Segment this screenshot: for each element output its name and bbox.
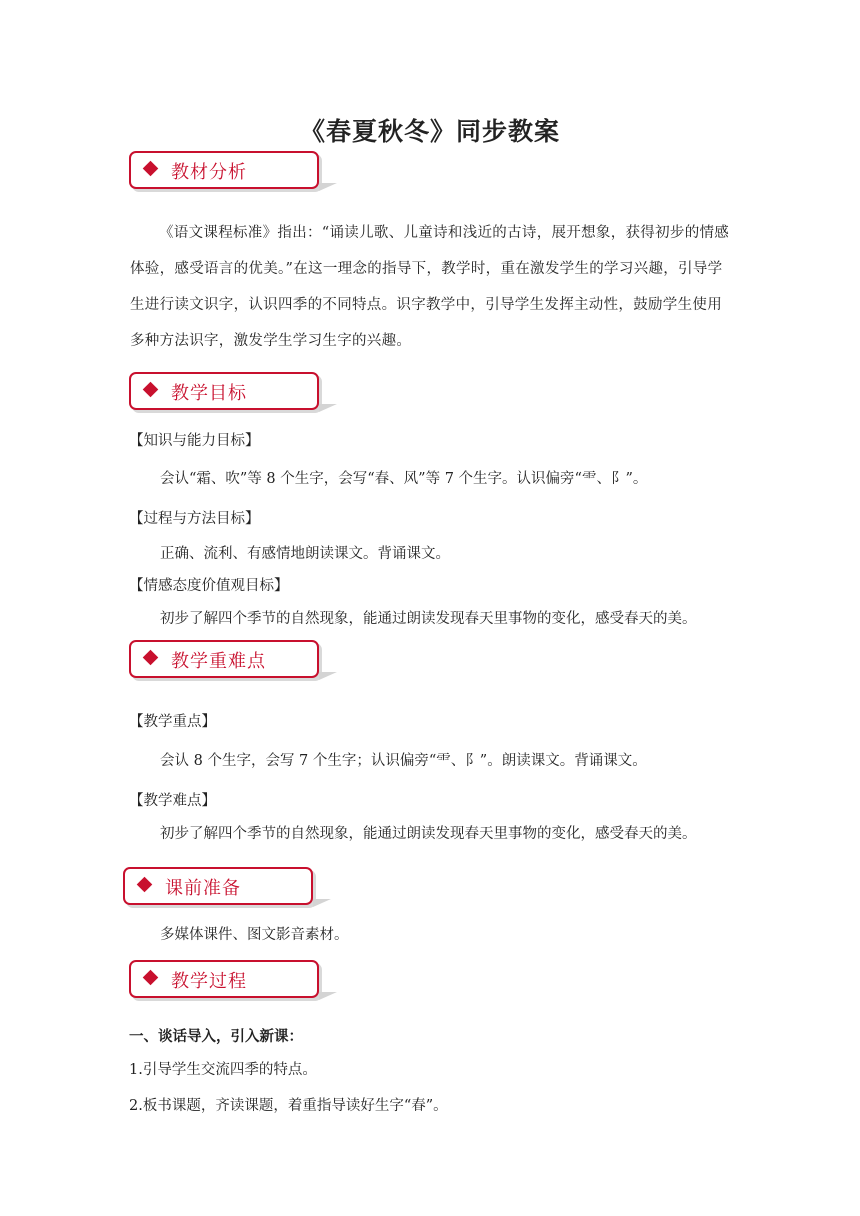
process-item: 1.引导学生交流四季的特点。 [129,1062,317,1078]
header-shadow-tail [313,899,331,907]
section-header-key-points [129,640,319,678]
preparation-text: 多媒体课件、图文影音素材。 [160,927,349,943]
diamond-icon [137,877,153,893]
knowledge-label: 【知识与能力目标】 [129,433,260,449]
section-heading: 教材分析 [171,162,247,183]
section-header-preparation [123,867,313,905]
process-item: 2.板书课题，齐读课题，着重指导读好生字“春”。 [129,1098,448,1114]
process-step-title: 一、谈话导入，引入新课： [129,1029,303,1045]
header-shadow-tail [319,672,337,680]
header-shadow-tail [319,992,337,1000]
knowledge-text: 会认“霜、吹”等 8 个生字，会写“春、风”等 7 个生字。认识偏旁“⻗、⻖”。 [160,471,648,487]
section-heading: 课前准备 [165,878,241,899]
section-header-process [129,960,319,998]
document-title: 《春夏秋冬》同步教案 [299,117,560,146]
emotion-text: 初步了解四个季节的自然现象，能通过朗读发现春天里事物的变化，感受春天的美。 [160,611,697,627]
diamond-icon [143,161,159,177]
section-heading: 教学过程 [171,971,247,992]
difficulty-label: 【教学难点】 [129,793,216,809]
diamond-icon [143,650,159,666]
analysis-paragraph: 《语文课程标准》指出：“诵读儿歌、儿童诗和浅近的古诗，展开想象，获得初步的情感体验，感受语言的优美。”在这一理念的指导下，教学时，重在激发学生的学习兴趣，引导学生进行读文识字，认识四季的不同特点。识字教学中，引导学生发挥主动性，鼓励学生使用多种方法识字，激发学生学习生字的兴趣。 [130,225,730,349]
section-header-goals [129,372,319,410]
section-header-analysis [129,151,319,189]
emotion-label: 【情感态度价值观目标】 [129,578,289,594]
process-label: 【过程与方法目标】 [129,511,260,527]
difficulty-text: 初步了解四个季节的自然现象，能通过朗读发现春天里事物的变化，感受春天的美。 [160,826,697,842]
header-shadow-tail [319,404,337,412]
process-text: 正确、流利、有感情地朗读课文。背诵课文。 [160,546,450,562]
section-heading: 教学重难点 [171,651,266,672]
focus-text: 会认 8 个生字，会写 7 个生字；认识偏旁“⻗、⻖”。朗读课文。背诵课文。 [160,753,647,769]
diamond-icon [143,970,159,986]
diamond-icon [143,382,159,398]
section-heading: 教学目标 [171,383,247,404]
focus-label: 【教学重点】 [129,714,216,730]
header-shadow-tail [319,183,337,191]
